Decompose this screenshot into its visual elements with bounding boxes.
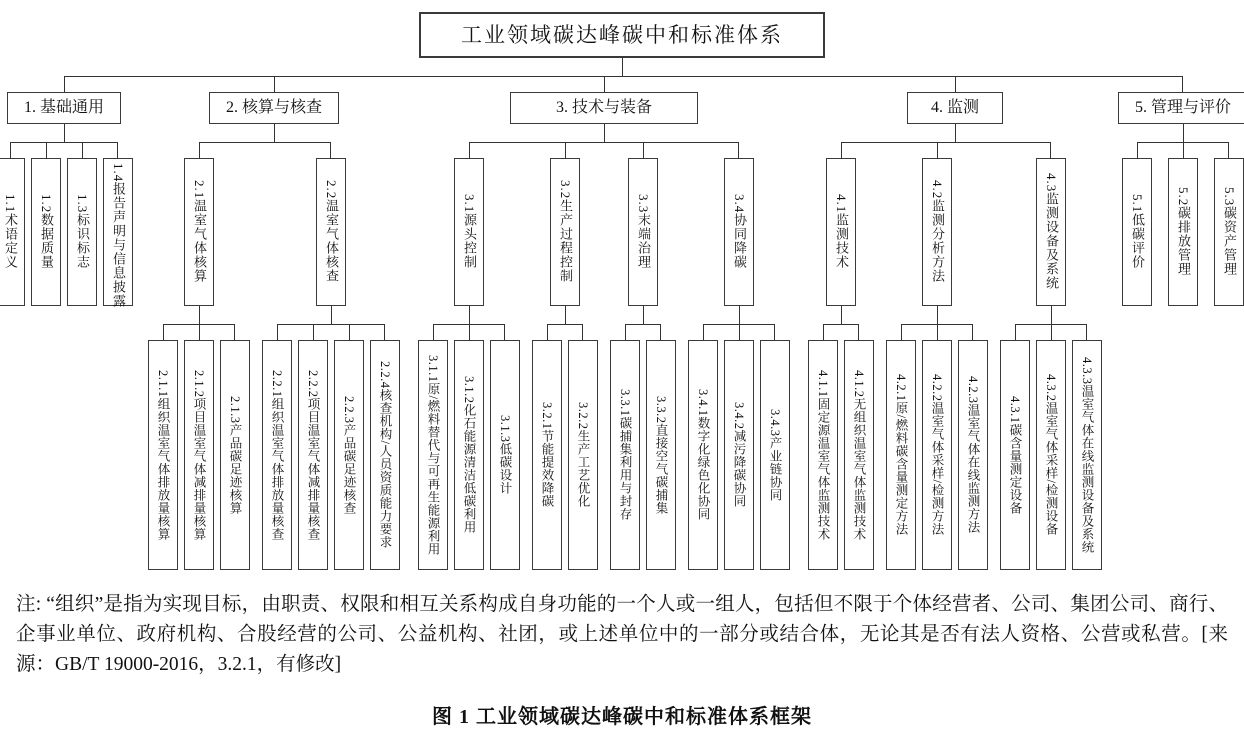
- branch-box: 3. 技术与装备: [510, 92, 698, 124]
- category-node: [1206, 142, 1244, 306]
- leaf-node: [217, 324, 253, 570]
- root-level: [3, 12, 1237, 570]
- category-node: [100, 142, 136, 309]
- category-node: [802, 142, 880, 570]
- standard-item-box: 2.1.3产品碳足迹核算: [220, 340, 250, 570]
- branch-box: 1. 基础通用: [7, 92, 121, 124]
- category-box: 3.4协同降碳: [724, 158, 754, 306]
- leaf-node: [529, 324, 565, 570]
- leaves-row: [883, 306, 991, 570]
- leaf-node: [805, 324, 841, 570]
- category-node: [0, 142, 28, 306]
- leaf-node: [721, 324, 757, 570]
- branch-node: [409, 76, 799, 570]
- standard-system-tree: [3, 12, 1237, 570]
- leaf-node: [181, 324, 217, 570]
- leaf-node: [451, 324, 487, 570]
- category-node: [142, 142, 256, 570]
- standard-item-box: 2.2.2项目温室气体减排量核查: [298, 340, 328, 570]
- category-node: [64, 142, 100, 306]
- children-row: [0, 124, 136, 309]
- branch-node: [1111, 76, 1244, 306]
- category-node: [1160, 142, 1206, 306]
- category-node: [256, 142, 406, 570]
- leaf-node: [757, 324, 793, 570]
- branch-box: 2. 核算与核查: [209, 92, 339, 124]
- category-box: 1.4报告声明与信息披露: [103, 158, 133, 306]
- category-node: [1114, 142, 1160, 306]
- standard-item-box: 3.1.1原/燃料替代与可再生能源利用: [418, 340, 448, 570]
- standard-item-box: 3.1.3低碳设计: [490, 340, 520, 570]
- root-node: [0, 12, 1244, 570]
- category-box: 3.1源头控制: [454, 158, 484, 306]
- standard-item-box: 3.3.1碳捕集利用与封存: [610, 340, 640, 570]
- leaf-node: [295, 324, 331, 570]
- root-title-box: 工业领域碳达峰碳中和标准体系: [419, 12, 825, 58]
- standard-item-box: 2.1.1组织温室气体排放量核算: [148, 340, 178, 570]
- leaf-node: [685, 324, 721, 570]
- branch-box: 5. 管理与评价: [1118, 92, 1244, 124]
- leaf-node: [919, 324, 955, 570]
- standard-item-box: 3.1.2化石能源清洁低碳利用: [454, 340, 484, 570]
- standard-item-box: 2.1.2项目温室气体减排量核算: [184, 340, 214, 570]
- category-box: 4.2监测分析方法: [922, 158, 952, 306]
- category-node: [604, 142, 682, 570]
- children-row: [802, 124, 1108, 570]
- category-node: [994, 142, 1108, 570]
- category-node: [412, 142, 526, 570]
- standard-item-box: 4.2.1原/燃料碳含量测定方法: [886, 340, 916, 570]
- leaf-node: [487, 324, 523, 570]
- category-box: 5.1低碳评价: [1122, 158, 1152, 306]
- category-box: 1.3标识标志: [67, 158, 97, 306]
- leaf-node: [1033, 324, 1069, 570]
- children-row: [412, 124, 796, 570]
- leaf-node: [997, 324, 1033, 570]
- leaf-node: [607, 324, 643, 570]
- leaf-node: [883, 324, 919, 570]
- leaf-node: [259, 324, 295, 570]
- category-box: 4.1监测技术: [826, 158, 856, 306]
- standard-item-box: 3.4.1数字化绿色化协同: [688, 340, 718, 570]
- category-node: [526, 142, 604, 570]
- branch-node: [799, 76, 1111, 570]
- leaves-row: [259, 306, 403, 570]
- standard-item-box: 4.3.2温室气体采样/检测设备: [1036, 340, 1066, 570]
- branches-row: [0, 58, 1244, 570]
- standard-item-box: 3.4.2减污降碳协同: [724, 340, 754, 570]
- standard-item-box: 2.2.4核查机构/人员资质能力要求: [370, 340, 400, 570]
- leaf-node: [565, 324, 601, 570]
- leaves-row: [529, 306, 601, 570]
- figure-note: 注: “组织”是指为实现目标，由职责、权限和相互关系构成自身功能的一个人或一组人，包括但不限于个体经营者、公司、集团公司、商行、企事业单位、政府机构、合股经营的公司、公益机构、社团，或上述单位中的一部分或结合体，无论其是否有法人资格、公营或私营。[来源：GB/T 19000-2016，3.2.1，有修改]: [16, 594, 1228, 675]
- category-node: [880, 142, 994, 570]
- category-box: 3.2生产过程控制: [550, 158, 580, 306]
- category-box: 5.3碳资产管理: [1214, 158, 1244, 306]
- leaf-node: [955, 324, 991, 570]
- standard-item-box: 4.3.3温室气体在线监测设备及系统: [1072, 340, 1102, 570]
- category-box: 3.3末端治理: [628, 158, 658, 306]
- leaf-node: [643, 324, 679, 570]
- leaves-row: [685, 306, 793, 570]
- standard-item-box: 4.1.1固定源温室气体监测技术: [808, 340, 838, 570]
- category-box: 1.2数据质量: [31, 158, 61, 306]
- figure-caption: 图 1 工业领域碳达峰碳中和标准体系框架: [432, 706, 812, 728]
- leaf-node: [415, 324, 451, 570]
- leaves-row: [805, 306, 877, 570]
- leaf-node: [367, 324, 403, 570]
- category-node: [682, 142, 796, 570]
- category-box: 2.1温室气体核算: [184, 158, 214, 306]
- standard-item-box: 4.2.2温室气体采样/检测方法: [922, 340, 952, 570]
- standard-item-box: 2.2.3产品碳足迹核查: [334, 340, 364, 570]
- leaf-node: [1069, 324, 1105, 570]
- leaves-row: [997, 306, 1105, 570]
- standard-item-box: 4.3.1碳含量测定设备: [1000, 340, 1030, 570]
- leaves-row: [415, 306, 523, 570]
- standard-item-box: 2.2.1组织温室气体排放量核查: [262, 340, 292, 570]
- standard-item-box: 3.2.1节能提效降碳: [532, 340, 562, 570]
- leaf-node: [331, 324, 367, 570]
- leaves-row: [145, 306, 253, 570]
- category-box: 5.2碳排放管理: [1168, 158, 1198, 306]
- category-box: 1.1术语定义: [0, 158, 25, 306]
- children-row: [142, 124, 406, 570]
- leaf-node: [841, 324, 877, 570]
- branch-node: [139, 76, 409, 570]
- standard-item-box: 3.4.3产业链协同: [760, 340, 790, 570]
- category-node: [28, 142, 64, 306]
- branch-box: 4. 监测: [907, 92, 1003, 124]
- leaf-node: [145, 324, 181, 570]
- standard-item-box: 4.2.3温室气体在线监测方法: [958, 340, 988, 570]
- category-box: 2.2温室气体核查: [316, 158, 346, 306]
- category-box: 4.3监测设备及系统: [1036, 158, 1066, 306]
- leaves-row: [607, 306, 679, 570]
- branch-node: [0, 76, 139, 309]
- standard-item-box: 3.3.2直接空气碳捕集: [646, 340, 676, 570]
- children-row: [1114, 124, 1244, 306]
- standard-item-box: 4.1.2无组织温室气体监测技术: [844, 340, 874, 570]
- standard-item-box: 3.2.2生产工艺优化: [568, 340, 598, 570]
